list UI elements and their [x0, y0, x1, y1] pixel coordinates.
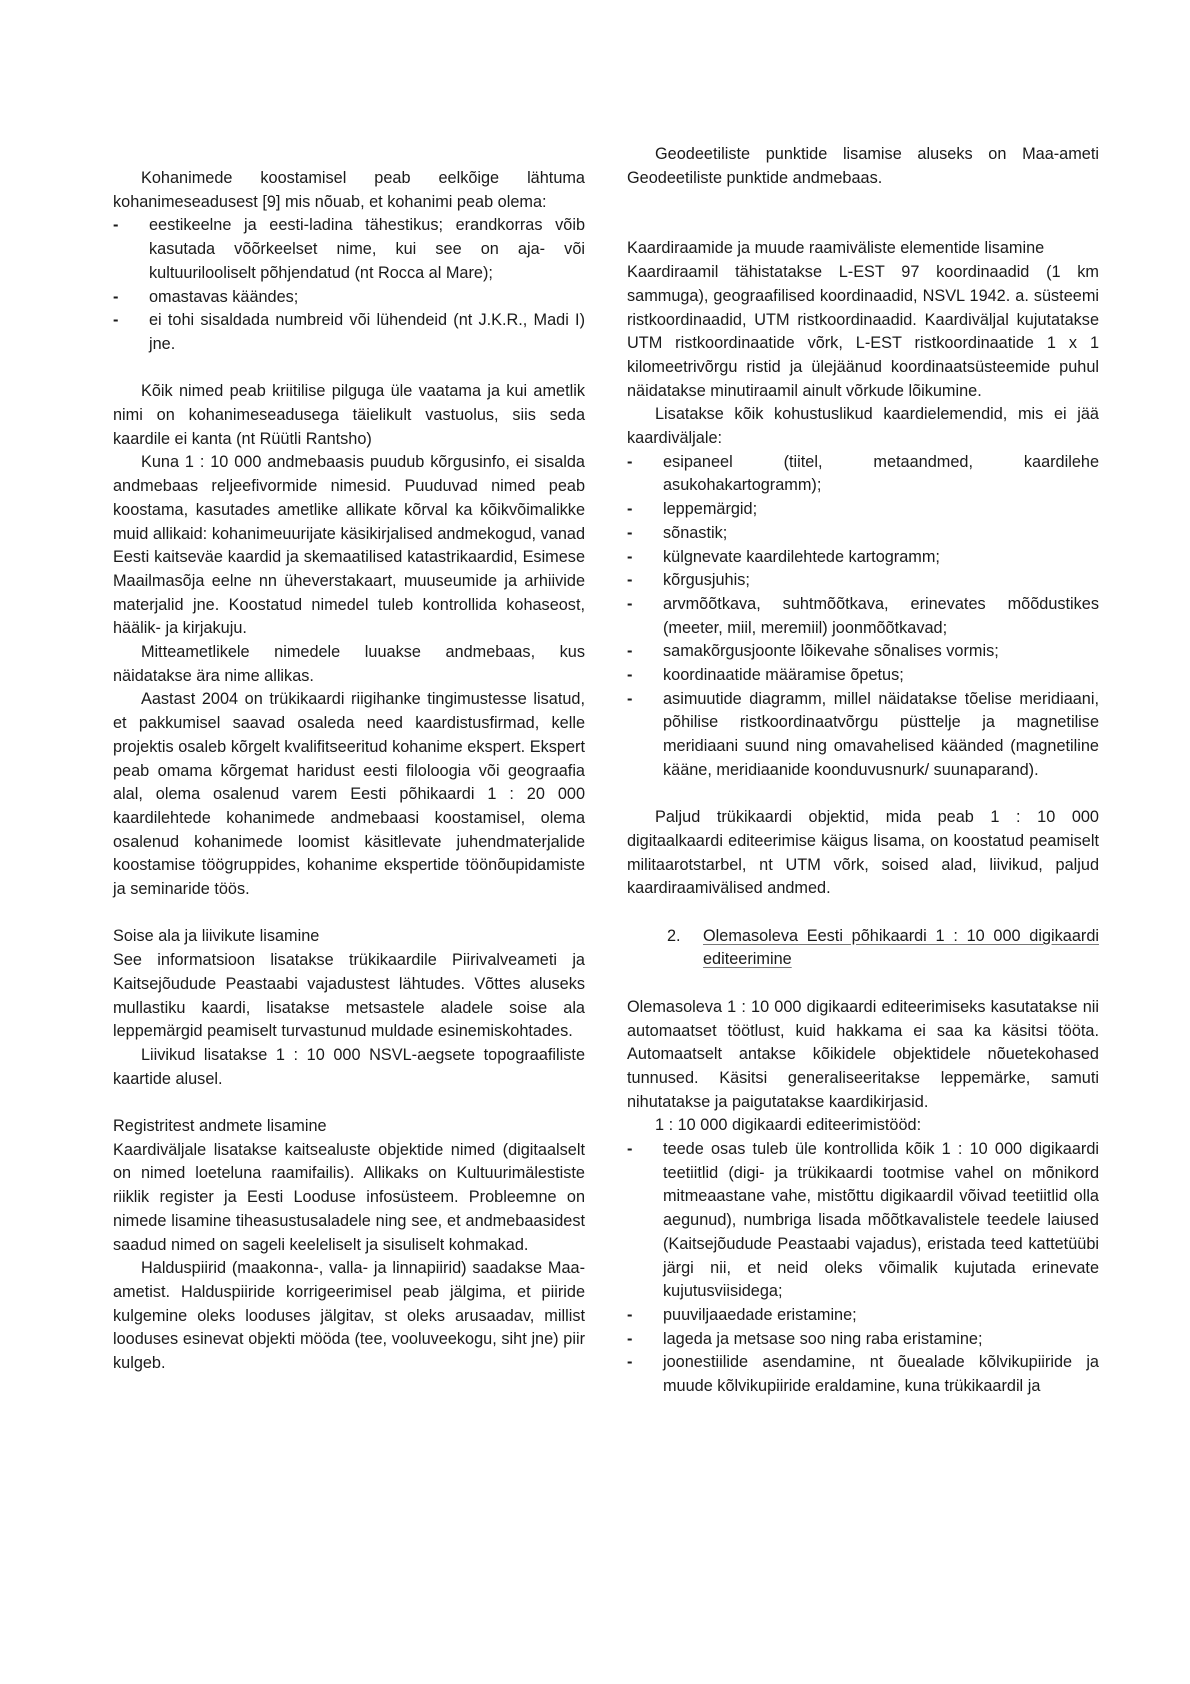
- swamp-heading: Soise ala ja liivikute lisamine: [113, 927, 320, 946]
- list-item: - külgnevate kaardilehtede kartogramm;: [627, 546, 1099, 570]
- bullet-dash-icon: -: [627, 500, 633, 519]
- critical-review-paragraph: Kõik nimed peab kriitilise pilguga üle vaatama ja kui ametlik nimi on kohanimeseadusega täielikult vastuolus, siis seda kaardile ei kanta (nt Rüütli Rantsho): [113, 382, 585, 448]
- bullet-dash-icon: -: [627, 642, 633, 661]
- list-item: - puuviljaaedade eristamine;: [627, 1304, 1099, 1328]
- list-item: - eestikeelne ja eesti-ladina tähestikus; erandkorras võib kasutada võõrkeelset nime, kui see on aja- või kultuurilooliselt põhjendatud (nt Rocca al Mare);: [113, 216, 585, 282]
- list-item: - samakõrgusjoonte lõikevahe sõnalises vormis;: [627, 640, 1099, 664]
- frames-heading: Kaardiraamide ja muude raamiväliste elementide lisamine: [627, 239, 1045, 258]
- bullet-dash-icon: -: [113, 287, 119, 306]
- unofficial-names-paragraph: Mitteametlikele nimedele luuakse andmebaas, kus näidatakse ära nime allikas.: [113, 643, 585, 685]
- bullet-dash-icon: -: [627, 547, 633, 566]
- right-column: [627, 143, 1099, 1399]
- bullet-dash-icon: -: [627, 1329, 633, 1348]
- list-item: - leppemärgid;: [627, 498, 1099, 522]
- editing-intro: 1 : 10 000 digikaardi editeerimistööd:: [655, 1116, 922, 1135]
- list-item: - kõrgusjuhis;: [627, 569, 1099, 593]
- spacer: [113, 357, 585, 381]
- section-title: Olemasoleva Eesti põhikaardi 1 : 10 000 digikaardi editeerimine: [703, 926, 1099, 969]
- military-paragraph: Paljud trükikaardi objektid, mida peab 1 : 10 000 digitaalkaardi editeerimise käigus lisama, on koostatud peamiselt militaarotstarbel, nt UTM võrk, soised alad, liivikud, paljud kaardiraamivälised andmed.: [627, 808, 1099, 898]
- bullet-dash-icon: -: [627, 1306, 633, 1324]
- bullet-dash-icon: -: [627, 666, 633, 685]
- spacer: [627, 190, 1099, 237]
- naming-rules-list: [113, 214, 585, 356]
- intro-paragraph: Kohanimede koostamisel peab eelkõige lähtuma kohanimeseadusest [9] mis nõuab, et kohanimi peab olema:: [113, 169, 585, 211]
- section-number: 2.: [667, 926, 681, 945]
- elements-paragraph: Lisatakse kõik kohustuslikud kaardielemendid, mis ei jää kaardiväljale:: [627, 405, 1099, 448]
- list-item: - arvmõõtkava, suhtmõõtkava, erinevates mõõdustikes (meeter, miil, meremiil) joonmõõtkavad;: [627, 594, 1099, 637]
- section-heading: [627, 925, 1099, 972]
- spacer: [113, 902, 585, 926]
- registers-paragraph: Kaardiväljale lisatakse kaitsealuste objektide nimed (digitaalselt on nimed loeteluna raamifailis). Allikaks on Kultuurimälestiste riiklik register ja Eesti Looduse infosüsteem. Probleemne on nimede lisamine tiheasustusaladele ning see, et andmebaasidest saadud nimed on sageli keeleliselt ja sisuliselt kohmakad.: [113, 1140, 585, 1254]
- left-column: [113, 167, 585, 1376]
- spacer: [627, 783, 1099, 807]
- list-item: - sõnastik;: [627, 522, 1099, 546]
- swamp-paragraph: See informatsioon lisatakse trükikaardile Piirivalveameti ja Kaitsejõudude Peastaabi vajadustest lähtudes. Võttes aluseks mullastiku kaardi, lisatakse metsastele aladele soise ala leppemärgid peamiselt turvastunud muldade esinemiskohtades.: [113, 951, 585, 1041]
- list-item: - asimuutide diagramm, millel näidatakse tõelise meridiaani, põhilise ristkoordinaatvõrgu püsttelje ja magnetilise meridiaani suund ning omavahelised käänded (magnetiline kääne, meridiaanide koonduvusnurk/ suunaparand).: [627, 689, 1099, 779]
- bullet-dash-icon: -: [627, 1353, 633, 1372]
- map-elements-list: [627, 451, 1099, 783]
- list-item: - omastavas käändes;: [113, 286, 585, 310]
- frames-paragraph: Kaardiraamil tähistatakse L-EST 97 koordinaadid (1 km sammuga), geograafilised koordinaadid, NSVL 1942. a. süsteemi ristkoordinaadid, UTM ristkoordinaadid. Kaardiväljal kujutatakse UTM ristkoordinaatide võrk, L-EST ristkoordinaatide 1 x 1 kilomeetrivõrgu ristid ja ülejäänud koordinaatsüsteemide puhul näidatakse minutiraamil ainult võrkude lõikumine.: [627, 263, 1099, 400]
- list-item: - teede osas tuleb üle kontrollida kõik 1 : 10 000 digikaardi teetiitlid (digi- ja trükikaardi tootmise vahel on mõnikord mitmeaastane vahe, mistõttu digikaardil võivad teetiitlid olla aegunud), numbriga lisada mõõtkavalistele teedele laiused (Kaitsejõudude Peastaabi vajadus), eristada teed kattetüübi järgi nii, et neid oleks võimalik kujutada erinevate kujutusviisidega;: [627, 1140, 1099, 1301]
- bullet-dash-icon: -: [627, 523, 633, 542]
- editing-tasks-list: [627, 1138, 1099, 1399]
- editing-paragraph: Olemasoleva 1 : 10 000 digikaardi editeerimiseks kasutatakse nii automaatset töötlust, kuid hakkama ei saa ka käsitsi tööta. Automaatselt antakse kõikidele objektidele nõuetekohased tunnused. Käsitsi generaliseeritakse leppemärke, samuti nihutatakse ja paigutatakse kaardikirjasid.: [627, 997, 1099, 1111]
- geodetic-paragraph: Geodeetiliste punktide lisamise aluseks on Maa-ameti Geodeetiliste punktide andmebaas.: [627, 145, 1099, 187]
- boundaries-paragraph: Halduspiirid (maakonna-, valla- ja linnapiirid) saadakse Maa-ametist. Halduspiiride korrigeerimisel peab jälgima, et piiride kulgemine oleks looduses jälgitav, st oleks arusaadav, millist looduses esinevat objekti mööda (tee, vooluveekogu, siht jne) piir kulgeb.: [113, 1259, 585, 1373]
- expert-paragraph: Aastast 2004 on trükikaardi riigihanke tingimustesse lisatud, et pakkumisel saavad osaleda need kaardistusfirmad, kelle projektis osaleb kõrgelt kvalifitseeritud kohanime ekspert. Ekspert peab omama kõrgemat haridust eesti filoloogia või geograafia alal, olema osalenud varem Eesti põhikaardi 1 : 20 000 kaardilehtede kohanimede andmebaasi koostamisel, olema osalenud kohanimede loomist käsitlevate juhendmaterjalide koostamise töögruppides, kohanime ekspertide töönõupidamiste ja seminaride töös.: [113, 690, 585, 899]
- bullet-dash-icon: -: [113, 216, 119, 235]
- list-item: - ei tohi sisaldada numbreid või lühendeid (nt J.K.R., Madi I) jne.: [113, 311, 585, 353]
- list-item: - koordinaatide määramise õpetus;: [627, 664, 1099, 688]
- list-item: - esipaneel (tiitel, metaandmed, kaardilehe asukohakartogramm);: [627, 452, 1099, 495]
- list-item: - joonestiilide asendamine, nt õuealade kõlvikupiiride ja muude kõlvikupiiride eraldamine, kuna trükikaardil ja: [627, 1353, 1099, 1396]
- bullet-dash-icon: -: [627, 594, 633, 613]
- bullet-dash-icon: -: [627, 452, 633, 471]
- bullet-dash-icon: -: [627, 689, 633, 708]
- bullet-dash-icon: -: [113, 311, 119, 330]
- relief-names-paragraph: Kuna 1 : 10 000 andmebaasis puudub kõrgusinfo, ei sisalda andmebaas reljeefivormide nimesid. Puuduvad nimed peab koostama, kasutades ametlike allikate kõrval ka kõikvõimalikke muid allikaid: kohanimeuurijate käsikirjalised andmekogud, vanad Eesti kaitseväe kaardid ja skemaatilised katastrikaardid, Esimese Maailmasõja eelne nn üheverstakaart, muuseumide ja arhiivide materjalid jne. Koostatud nimedel tuleb kontrollida kohaseost, häälik- ja kirjakuju.: [113, 453, 585, 638]
- bullet-dash-icon: -: [627, 571, 633, 590]
- spacer: [627, 972, 1099, 996]
- spacer: [113, 1091, 585, 1115]
- list-item: - lageda ja metsase soo ning raba eristamine;: [627, 1328, 1099, 1352]
- registers-heading: Registritest andmete lisamine: [113, 1117, 327, 1136]
- sand-paragraph: Liivikud lisatakse 1 : 10 000 NSVL-aegsete topograafiliste kaartide alusel.: [113, 1045, 585, 1088]
- bullet-dash-icon: -: [627, 1140, 633, 1159]
- spacer: [627, 901, 1099, 925]
